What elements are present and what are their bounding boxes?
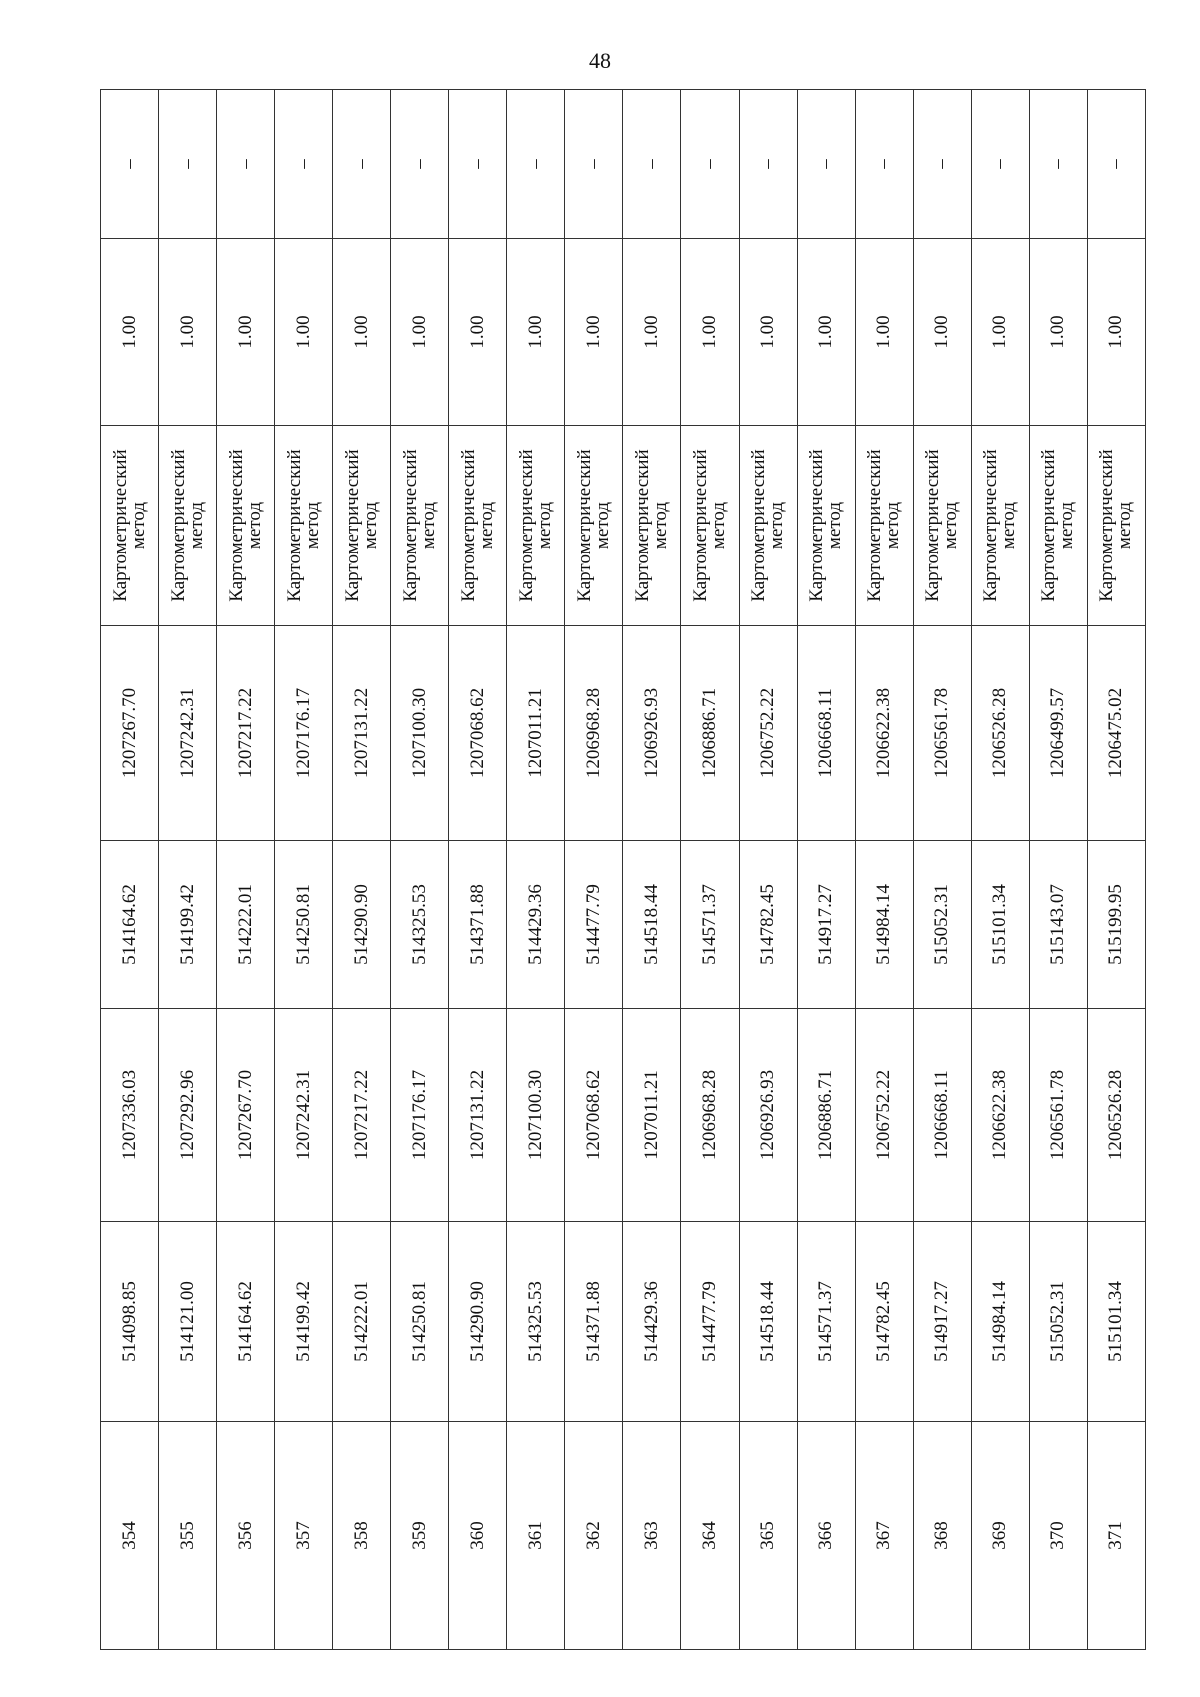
y-end-cell: 1206526.28 (971, 626, 1029, 841)
y-start-cell: 1206668.11 (913, 1009, 971, 1222)
table-row (565, 90, 623, 1650)
method-cell: Картометрический метод (681, 426, 739, 626)
note-cell: – (681, 90, 739, 239)
y-end-cell: 1207217.22 (217, 626, 275, 841)
y-start-cell: 1206622.38 (971, 1009, 1029, 1222)
point-number-cell: 365 (739, 1422, 797, 1650)
y-end-cell: 1206668.11 (797, 626, 855, 841)
x-end-cell: 514477.79 (565, 841, 623, 1009)
table-row (1087, 90, 1145, 1650)
x-start-cell: 514121.00 (159, 1222, 217, 1422)
x-end-cell: 515052.31 (913, 841, 971, 1009)
note-cell: – (1087, 90, 1145, 239)
x-end-cell: 514429.36 (507, 841, 565, 1009)
y-start-cell: 1207267.70 (217, 1009, 275, 1222)
y-start-cell: 1206926.93 (739, 1009, 797, 1222)
table-row (971, 90, 1029, 1650)
accuracy-cell: 1.00 (391, 239, 449, 426)
y-start-cell: 1207011.21 (623, 1009, 681, 1222)
method-cell: Картометрический метод (855, 426, 913, 626)
x-start-cell: 514098.85 (101, 1222, 159, 1422)
x-start-cell: 514371.88 (565, 1222, 623, 1422)
method-cell: Картометрический метод (159, 426, 217, 626)
point-number-cell: 364 (681, 1422, 739, 1650)
method-cell: Картометрический метод (623, 426, 681, 626)
x-start-cell: 514199.42 (275, 1222, 333, 1422)
x-start-cell: 514222.01 (333, 1222, 391, 1422)
point-number-cell: 362 (565, 1422, 623, 1650)
point-number-cell: 357 (275, 1422, 333, 1650)
point-number-cell: 369 (971, 1422, 1029, 1650)
method-cell: Картометрический метод (971, 426, 1029, 626)
y-start-cell: 1206561.78 (1029, 1009, 1087, 1222)
point-number-cell: 361 (507, 1422, 565, 1650)
method-cell: Картометрический метод (449, 426, 507, 626)
method-cell: Картометрический метод (101, 426, 159, 626)
table-row (855, 90, 913, 1650)
table-row (391, 90, 449, 1650)
y-start-cell: 1206886.71 (797, 1009, 855, 1222)
y-start-cell: 1207217.22 (333, 1009, 391, 1222)
x-end-cell: 514371.88 (449, 841, 507, 1009)
table-row (449, 90, 507, 1650)
y-end-cell: 1206926.93 (623, 626, 681, 841)
x-end-cell: 514518.44 (623, 841, 681, 1009)
y-start-cell: 1207131.22 (449, 1009, 507, 1222)
method-cell: Картометрический метод (1029, 426, 1087, 626)
accuracy-cell: 1.00 (971, 239, 1029, 426)
y-start-cell: 1207242.31 (275, 1009, 333, 1222)
note-cell: – (623, 90, 681, 239)
accuracy-cell: 1.00 (275, 239, 333, 426)
y-end-cell: 1207267.70 (101, 626, 159, 841)
accuracy-cell: 1.00 (333, 239, 391, 426)
method-cell: Картометрический метод (797, 426, 855, 626)
accuracy-cell: 1.00 (681, 239, 739, 426)
y-end-cell: 1207131.22 (333, 626, 391, 841)
method-cell: Картометрический метод (1087, 426, 1145, 626)
accuracy-cell: 1.00 (913, 239, 971, 426)
table-row (623, 90, 681, 1650)
y-end-cell: 1206886.71 (681, 626, 739, 841)
table-row (739, 90, 797, 1650)
y-start-cell: 1206968.28 (681, 1009, 739, 1222)
point-number-cell: 354 (101, 1422, 159, 1650)
table-row (333, 90, 391, 1650)
accuracy-cell: 1.00 (1087, 239, 1145, 426)
note-cell: – (913, 90, 971, 239)
x-end-cell: 514199.42 (159, 841, 217, 1009)
x-end-cell: 514984.14 (855, 841, 913, 1009)
y-end-cell: 1206475.02 (1087, 626, 1145, 841)
x-start-cell: 515052.31 (1029, 1222, 1087, 1422)
x-start-cell: 515101.34 (1087, 1222, 1145, 1422)
x-start-cell: 514325.53 (507, 1222, 565, 1422)
coordinates-table-container (100, 90, 1146, 1650)
x-end-cell: 514782.45 (739, 841, 797, 1009)
x-start-cell: 514518.44 (739, 1222, 797, 1422)
table-row (797, 90, 855, 1650)
x-start-cell: 514290.90 (449, 1222, 507, 1422)
point-number-cell: 370 (1029, 1422, 1087, 1650)
y-end-cell: 1207068.62 (449, 626, 507, 841)
x-end-cell: 514325.53 (391, 841, 449, 1009)
coordinates-table (100, 89, 1146, 1650)
point-number-cell: 366 (797, 1422, 855, 1650)
method-cell: Картометрический метод (507, 426, 565, 626)
y-end-cell: 1206968.28 (565, 626, 623, 841)
y-start-cell: 1207176.17 (391, 1009, 449, 1222)
x-start-cell: 514571.37 (797, 1222, 855, 1422)
accuracy-cell: 1.00 (565, 239, 623, 426)
y-start-cell: 1207292.96 (159, 1009, 217, 1222)
table-row (159, 90, 217, 1650)
point-number-cell: 360 (449, 1422, 507, 1650)
y-start-cell: 1206752.22 (855, 1009, 913, 1222)
method-cell: Картометрический метод (217, 426, 275, 626)
point-number-cell: 355 (159, 1422, 217, 1650)
accuracy-cell: 1.00 (1029, 239, 1087, 426)
x-end-cell: 514917.27 (797, 841, 855, 1009)
note-cell: – (507, 90, 565, 239)
point-number-cell: 356 (217, 1422, 275, 1650)
note-cell: – (333, 90, 391, 239)
note-cell: – (449, 90, 507, 239)
method-cell: Картометрический метод (565, 426, 623, 626)
table-body (101, 90, 1146, 1650)
y-end-cell: 1206752.22 (739, 626, 797, 841)
y-start-cell: 1206526.28 (1087, 1009, 1145, 1222)
note-cell: – (739, 90, 797, 239)
x-start-cell: 514164.62 (217, 1222, 275, 1422)
accuracy-cell: 1.00 (217, 239, 275, 426)
y-end-cell: 1207011.21 (507, 626, 565, 841)
y-end-cell: 1207100.30 (391, 626, 449, 841)
x-start-cell: 514984.14 (971, 1222, 1029, 1422)
note-cell: – (217, 90, 275, 239)
accuracy-cell: 1.00 (449, 239, 507, 426)
y-end-cell: 1206499.57 (1029, 626, 1087, 841)
note-cell: – (855, 90, 913, 239)
accuracy-cell: 1.00 (739, 239, 797, 426)
x-end-cell: 515101.34 (971, 841, 1029, 1009)
x-end-cell: 514571.37 (681, 841, 739, 1009)
accuracy-cell: 1.00 (623, 239, 681, 426)
point-number-cell: 358 (333, 1422, 391, 1650)
note-cell: – (159, 90, 217, 239)
method-cell: Картометрический метод (333, 426, 391, 626)
method-cell: Картометрический метод (275, 426, 333, 626)
page-number: 48 (589, 48, 611, 73)
method-cell: Картометрический метод (739, 426, 797, 626)
table-row (217, 90, 275, 1650)
table-row (913, 90, 971, 1650)
x-start-cell: 514782.45 (855, 1222, 913, 1422)
y-start-cell: 1207336.03 (101, 1009, 159, 1222)
note-cell: – (275, 90, 333, 239)
note-cell: – (391, 90, 449, 239)
point-number-cell: 371 (1087, 1422, 1145, 1650)
accuracy-cell: 1.00 (855, 239, 913, 426)
y-end-cell: 1206622.38 (855, 626, 913, 841)
x-start-cell: 514917.27 (913, 1222, 971, 1422)
y-end-cell: 1207176.17 (275, 626, 333, 841)
x-start-cell: 514477.79 (681, 1222, 739, 1422)
x-end-cell: 514164.62 (101, 841, 159, 1009)
accuracy-cell: 1.00 (797, 239, 855, 426)
y-end-cell: 1206561.78 (913, 626, 971, 841)
y-start-cell: 1207068.62 (565, 1009, 623, 1222)
x-start-cell: 514250.81 (391, 1222, 449, 1422)
method-cell: Картометрический метод (913, 426, 971, 626)
table-row (275, 90, 333, 1650)
point-number-cell: 359 (391, 1422, 449, 1650)
x-end-cell: 515199.95 (1087, 841, 1145, 1009)
accuracy-cell: 1.00 (101, 239, 159, 426)
point-number-cell: 367 (855, 1422, 913, 1650)
table-row (681, 90, 739, 1650)
x-end-cell: 514290.90 (333, 841, 391, 1009)
x-start-cell: 514429.36 (623, 1222, 681, 1422)
point-number-cell: 363 (623, 1422, 681, 1650)
table-row (507, 90, 565, 1650)
point-number-cell: 368 (913, 1422, 971, 1650)
note-cell: – (971, 90, 1029, 239)
x-end-cell: 515143.07 (1029, 841, 1087, 1009)
note-cell: – (565, 90, 623, 239)
y-end-cell: 1207242.31 (159, 626, 217, 841)
note-cell: – (101, 90, 159, 239)
accuracy-cell: 1.00 (159, 239, 217, 426)
x-end-cell: 514250.81 (275, 841, 333, 1009)
note-cell: – (797, 90, 855, 239)
method-cell: Картометрический метод (391, 426, 449, 626)
accuracy-cell: 1.00 (507, 239, 565, 426)
table-row (1029, 90, 1087, 1650)
note-cell: – (1029, 90, 1087, 239)
x-end-cell: 514222.01 (217, 841, 275, 1009)
y-start-cell: 1207100.30 (507, 1009, 565, 1222)
table-row (101, 90, 159, 1650)
